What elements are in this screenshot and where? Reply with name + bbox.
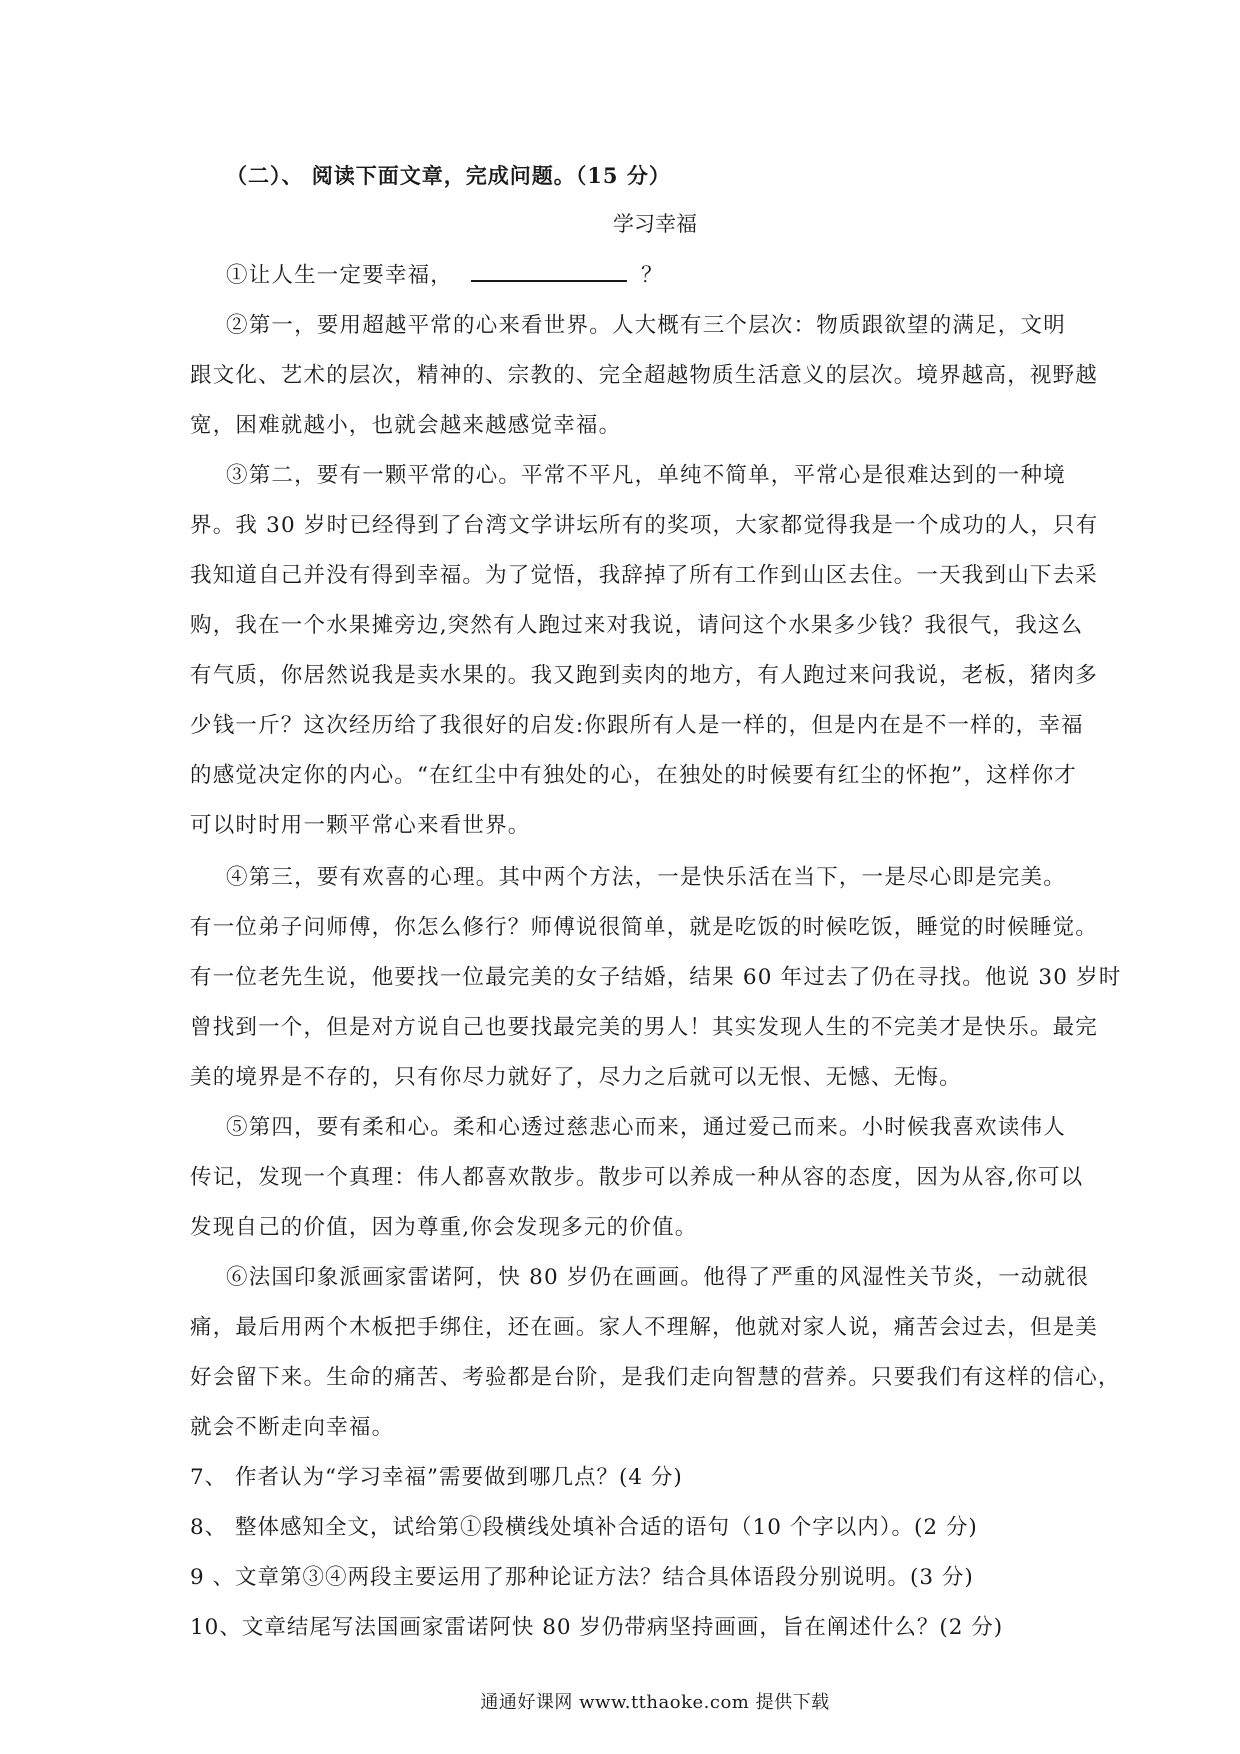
paragraph-4-line: 美的境界是不存的，只有你尽力就好了，尽力之后就可以无恨、无憾、无悔。	[190, 1065, 962, 1090]
question-7: 7、 作者认为“学习幸福”需要做到哪几点？(4 分)	[190, 1465, 683, 1490]
fill-in-blank	[471, 260, 627, 282]
paragraph-6-line: ⑥法国印象派画家雷诺阿，快 80 岁仍在画画。他得了严重的风湿性关节炎，一动就很	[226, 1265, 1090, 1290]
paragraph-1-lead: ①让人生一定要幸福，	[226, 263, 454, 288]
paragraph-4-line: 有一位老先生说，他要找一位最完美的女子结婚，结果 60 年过去了仍在寻找。他说 30 岁时	[190, 965, 1122, 990]
question-10: 10、文章结尾写法国画家雷诺阿快 80 岁仍带病坚持画画，旨在阐述什么？(2 分)	[190, 1615, 1004, 1640]
paragraph-4-line: 曾找到一个，但是对方说自己也要找最完美的男人！其实发现人生的不完美才是快乐。最完	[190, 1015, 1099, 1040]
question-8: 8、 整体感知全文，试给第①段横线处填补合适的语句（10 个字以内）。(2 分)	[190, 1515, 978, 1540]
paragraph-1	[226, 258, 664, 289]
paragraph-1-tail: ？	[641, 263, 664, 288]
paragraph-3-line: ③第二，要有一颗平常的心。平常不平凡，单纯不简单，平常心是很难达到的一种境	[226, 463, 1066, 488]
paragraph-2-line: 宽，困难就越小，也就会越来越感觉幸福。	[190, 413, 622, 438]
paragraph-5-line: ⑤第四，要有柔和心。柔和心透过慈悲心而来，通过爱己而来。小时候我喜欢读伟人	[226, 1115, 1066, 1140]
paragraph-2-line: 跟文化、艺术的层次，精神的、宗教的、完全超越物质生活意义的层次。境界越高，视野越	[190, 363, 1099, 388]
paragraph-6-line: 痛，最后用两个木板把手绑住，还在画。家人不理解，他就对家人说，痛苦会过去，但是美	[190, 1315, 1099, 1340]
paragraph-2-line: ②第一，要用超越平常的心来看世界。人大概有三个层次：物质跟欲望的满足，文明	[226, 313, 1066, 338]
paragraph-3-line: 少钱一斤？这次经历给了我很好的启发:你跟所有人是一样的，但是内在是不一样的，幸福	[190, 713, 1084, 738]
article-title: 学习幸福	[613, 212, 697, 236]
paragraph-5-line: 发现自己的价值，因为尊重,你会发现多元的价值。	[190, 1215, 698, 1240]
paragraph-3-line: 可以时时用一颗平常心来看世界。	[190, 813, 531, 838]
paragraph-3-line: 界。我 30 岁时已经得到了台湾文学讲坛所有的奖项，大家都觉得我是一个成功的人，只有	[190, 513, 1099, 538]
paragraph-3-line: 有气质，你居然说我是卖水果的。我又跑到卖肉的地方，有人跑过来问我说，老板，猪肉多	[190, 663, 1099, 688]
paragraph-6-line: 好会留下来。生命的痛苦、考验都是台阶，是我们走向智慧的营养。只要我们有这样的信心，	[190, 1365, 1121, 1390]
page-footer: 通通好课网 www.tthaoke.com 提供下载	[480, 1692, 830, 1713]
paragraph-3-line: 的感觉决定你的内心。“在红尘中有独处的心，在独处的时候要有红尘的怀抱”，这样你才	[190, 763, 1077, 788]
question-9: 9 、文章第③④两段主要运用了那种论证方法？结合具体语段分别说明。(3 分)	[190, 1565, 974, 1590]
paragraph-3-line: 购，我在一个水果摊旁边,突然有人跑过来对我说，请问这个水果多少钱？我很气，我这么	[190, 613, 1084, 638]
paragraph-4-line: 有一位弟子问师傅，你怎么修行？师傅说很简单，就是吃饭的时候吃饭，睡觉的时候睡觉。	[190, 915, 1099, 940]
paragraph-3-line: 我知道自己并没有得到幸福。为了觉悟，我辞掉了所有工作到山区去住。一天我到山下去采	[190, 563, 1099, 588]
paragraph-4-line: ④第三，要有欢喜的心理。其中两个方法，一是快乐活在当下，一是尽心即是完美。	[226, 865, 1066, 890]
paragraph-6-line: 就会不断走向幸福。	[190, 1415, 395, 1440]
section-heading: （二）、 阅读下面文章，完成问题。（15 分）	[226, 163, 671, 188]
paragraph-5-line: 传记，发现一个真理：伟人都喜欢散步。散步可以养成一种从容的态度，因为从容,你可以	[190, 1165, 1084, 1190]
